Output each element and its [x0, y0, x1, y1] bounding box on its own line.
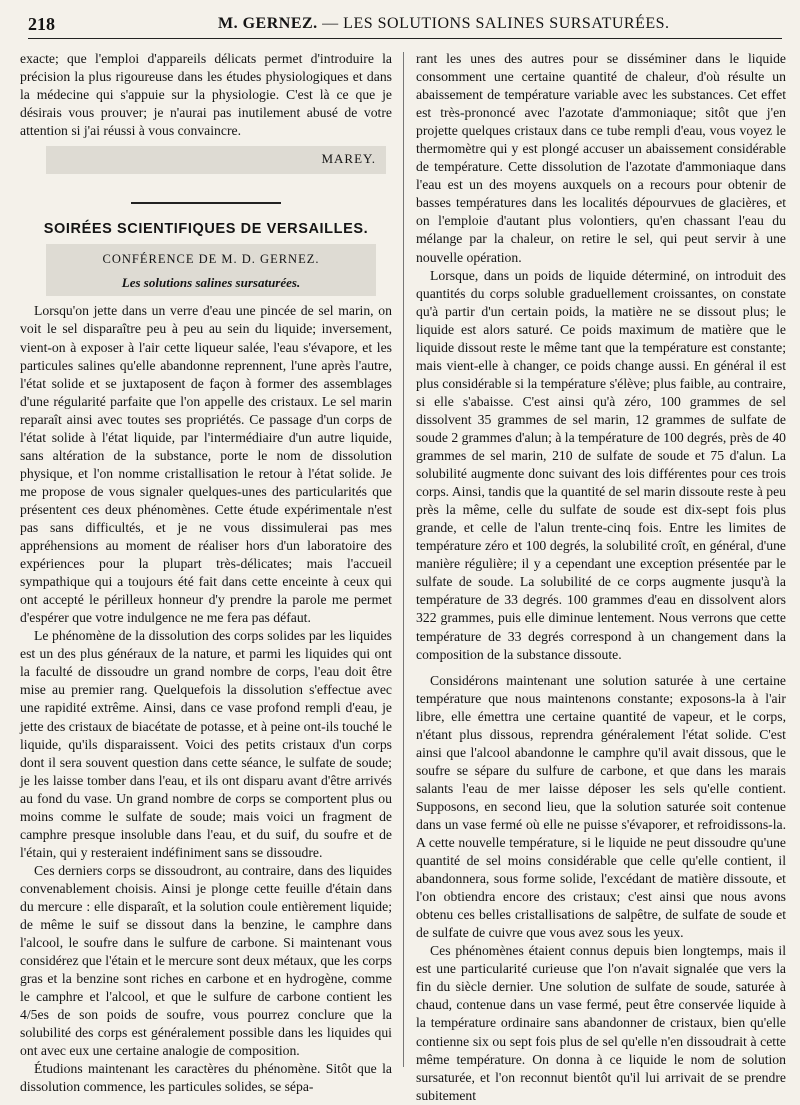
body-paragraph: Lorsqu'on jette dans un verre d'eau une pincée de sel marin, on voit le sel disparaître peu à peu au sein du liquide; inversement, vient-on à exposer à l'air cette liqueur salée, l'eau s'évapore, et les particules salines qu'elle abandonne reprennent, l'une après l'autre, l'état solide et se juxtaposent de façon à former des assemblages d'une régularité parfaite que l'on appelle des cristaux. Le sel marin reparaît ainsi avec toutes ses propriétés. Ce passage d'un corps de l'état solide à l'état liquide, par l'intermédiaire d'un autre liquide, sans altération de la substance, porte le nom de dissolution physique, et l'on nomme cristallisation le retour à l'état solide. Je me propose de vous signaler quelques-unes des particularités que présentent ces deux phénomènes. Cette étude expérimentale n'est pas sans difficultés, et je ne vous dissimulerai pas mes appréhensions au moment de réaliser hors d'un laboratoire des expériences pour la plupart très-délicates; mais l'accueil sympathique qui a toujours été fait dans cette enceinte à ceux qui ont accepté le périlleux honneur d'y prendre la parole me permet d'espérer que votre indulgence ne me fera pas défaut. — [20, 303, 392, 626]
header-separator: — — [322, 15, 339, 32]
header-title: LES SOLUTIONS SALINES SURSATURÉES. — [343, 15, 670, 32]
running-title — [218, 15, 670, 33]
page-number: 218 — [28, 14, 55, 34]
body-paragraph: Étudions maintenant les caractères du phénomène. Sitôt que la dissolution commence, les particules solides, se sépa- — [20, 1061, 392, 1095]
paragraph-gap — [416, 664, 786, 672]
header-author: M. GERNEZ. — [218, 15, 318, 32]
column-divider — [403, 52, 404, 1067]
body-paragraph: Ces phénomènes étaient connus depuis bien longtemps, mais il est une particularité curieuse que l'on n'avait signalée que vers la fin du siècle dernier. Une solution de sulfate de soude, saturée à chaud, contenue dans un vase fermé, peut être conservée liquide à la température ordinaire sans abandonner de cristaux, bien qu'elle contienne six ou sept fois plus de sel qu'elle n'en dissoudrait à cette même température. On donna à ce liquide le nom de solution sursaturée, et l'on reconnut bientôt qu'il lui arrivait de se prendre subitement — [416, 943, 786, 1103]
intro-paragraph: exacte; que l'emploi d'appareils délicats permet d'introduire la précision la plus rigoureuse dans les études physiologiques et dans la médecine qui s'appuie sur la physiologie. C'est là ce que je désirais vous prouver; je n'aurai pas inutilement abusé de votre attention si j'ai réussi à vous convaincre. — [20, 51, 392, 139]
body-paragraph: Ces derniers corps se dissoudront, au contraire, dans des liquides convenablement choisis. Ainsi je plonge cette feuille d'étain dans du mercure : elle disparaît, et la solution coule entièrement liquide; de même le suif se dissout dans la benzine, le camphre dans l'alcool, le soufre dans le sulfure de carbone. Si maintenant vous considérez que l'étain et le mercure sont deux métaux, que les corps gras et la benzine sont riches en carbone et en hydrogène, comme le camphre et l'alcool, et que le sulfure de carbone contient les 4/5es de son poids de soufre, vous pourrez conclure que la solubilité des corps est généralement possible dans les liquides qui ont avec eux une certaine analogie de composition. — [20, 862, 392, 1059]
body-paragraph: Le phénomène de la dissolution des corps solides par les liquides est un des plus généraux de la nature, et parmi les liquides qui ont la faculté de dissoudre un grand nombre de corps, l'eau doit être mise au premier rang. Quelquefois la dissolution s'effectue avec une rapidité extrême. Ainsi, dans ce vase profond rempli d'eau, je jette des cristaux de biacétate de potasse, et à peine ont-ils touché le liquide, qu'ils disparaissent. Voici des petits cristaux d'un corps dont il sera souvent question dans cette séance, le sulfate de soude; je les laisse tomber dans l'eau, et ils ont disparu avant d'être arrivés au fond du vase. Un grand nombre de corps se comportent plus ou moins comme le sulfate de soude; mais voici un fragment de camphre presque insoluble dans l'eau, et du suif, du soufre et de l'étain, qui y resteraient indéfiniment sans se dissoudre. — [20, 628, 392, 860]
signature: MAREY. — [321, 151, 376, 167]
signature-box — [46, 146, 386, 174]
section-rule — [131, 202, 281, 204]
right-column — [416, 50, 787, 1103]
conference-name: CONFÉRENCE DE M. D. GERNEZ. — [102, 252, 320, 267]
continued-paragraph: rant les unes des autres pour se disséminer dans le liquide consomment une certaine quantité de chaleur, d'où résulte un abaissement de température variable avec les substances. Cet effet est très-prononcé avec l'azotate d'ammoniaque; sitôt que j'en projette quelques cristaux dans ce tube rempli d'eau, vous voyez le thermomètre qui y est plongé accuser un abaissement considérable de température. Cette dissolution de l'azotate d'ammoniaque dans l'eau est un des moyens auxquels on a recours pour obtenir de basses températures dans les localités dépourvues de glacières, et on l'emploie d'autant plus volontiers, qu'en chassant l'eau du mélange par la chaleur, on retire le sel, qui peut servir à une nouvelle opération. — [416, 51, 786, 265]
body-paragraph: Lorsque, dans un poids de liquide déterminé, on introduit des quantités du corps soluble graduellement croissantes, on constate qu'à partir d'un certain poids, la matière ne se dissout plus; le liquide est alors saturé. Ce poids maximum de matière que le liquide dissout reste le même tant que la température est constante; mais vient-elle à changer, ce poids change aussi. En général il est plus considérable si la température s'élève; plus faible, au contraire, si elle s'abaisse. C'est ainsi qu'à zéro, 100 grammes de sel dissolvent 35 grammes de sel marin, 12 grammes de sulfate de soude 2 grammes d'alun; à la température de 100 degrés, près de 40 grammes de sel marin, 210 de sulfate de soude et 75 d'alun. La solubilité augmente donc suivant des lois différentes pour ces trois corps. Ainsi, tandis que la quantité de sel marin dissoute reste à peu près la même, celle du sulfate de soude est dix-sept fois plus grande, et celle de l'alun trente-cinq fois. Entre les limites de température zéro et 100 degrés, la solubilité croît, en général, d'une manière régulière; il y a cependant une exception présentée par le sulfate de soude. La solubilité de ce corps augmente jusqu'à la température de 33 degrés. 100 grammes d'eau en dissolvent alors 322 grammes, puis elle diminue lentement. Nous verrons que cette température de 33 degrés correspond à un changement dans la composition de la substance dissoute. — [416, 267, 787, 662]
conference-subtitle: Les solutions salines sursaturées. — [121, 275, 301, 291]
conference-box — [46, 244, 376, 296]
body-paragraph: Considérons maintenant une solution saturée à une certaine température que nous maintenons constante; exposons-la à l'air libre, elle émettra une certaine quantité de vapeur, et le corps, n'étant plus dissous, reprendra généralement l'état solide. C'est ainsi que l'alcool abandonne le camphre qu'il avait dissous, que le soufre se sépare du sulfure de carbone, et que dans les marais salants l'eau de mer laisse déposer les sels qu'elle contient. Supposons, en second lieu, que la solution saturée soit contenue dans un vase fermé où elle ne puisse s'évaporer, et refroidissons-la. A cette nouvelle température, si le liquide ne peut dissoudre qu'une quantité de sel moins considérable que celle qu'elle contient, il abandonnera, sous forme solide, l'excédant de matière dissoute, et l'on obtiendra encore des cristaux; c'est ainsi que nous avons obtenu ces belles cristallisations de salpêtre, de sulfate de soude et de sulfate de cuivre que vous avez sous les yeux. — [416, 672, 786, 941]
running-header — [28, 12, 782, 39]
section-title: SOIRÉES SCIENTIFIQUES DE VERSAILLES. — [43, 221, 369, 238]
left-column — [20, 50, 392, 1095]
